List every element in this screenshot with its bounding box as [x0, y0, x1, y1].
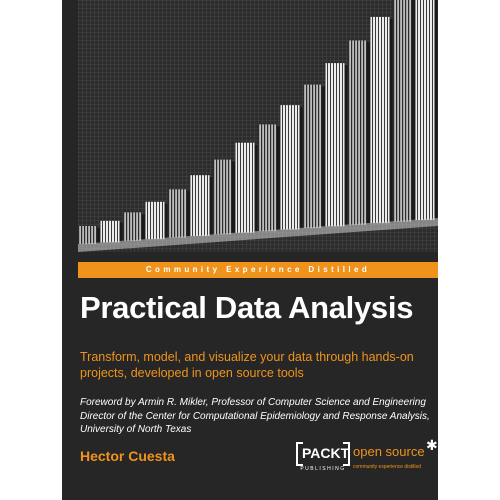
imprint-tagline: community experience distilled: [353, 464, 422, 470]
packt-bracket-box: [296, 442, 350, 464]
artwork-bar-shadow: [300, 107, 303, 229]
book-subtitle: Transform, model, and visualize your data through hands-on projects, developed in open source tools: [80, 350, 414, 380]
tagline: Community Experience Distilled: [145, 265, 371, 274]
foreword-line-3: University of North Texas: [80, 424, 192, 435]
artwork-bar: [236, 143, 255, 233]
artwork-bar-shadow: [97, 228, 100, 244]
artwork-bar: [303, 85, 322, 228]
artwork-bar: [123, 212, 142, 240]
imprint-name: open source: [353, 444, 425, 459]
foreword-credit: [80, 396, 438, 437]
artwork-bar: [258, 125, 277, 232]
bar-chart-artwork: [78, 0, 438, 252]
artwork-bar: [213, 160, 232, 235]
artwork-bar-shadow: [165, 204, 168, 239]
artwork-bar: [416, 0, 435, 220]
artwork-bar-shadow: [367, 43, 370, 225]
artwork-bar: [393, 0, 412, 222]
artwork-bar: [168, 189, 187, 237]
artwork-bar: [78, 226, 97, 244]
book-cover: [62, 0, 438, 500]
asterisk-star-icon: ✱: [426, 437, 438, 453]
artwork-bar-shadow: [345, 65, 348, 226]
artwork-bar-shadow: [435, 0, 438, 220]
artwork-bar-shadow: [412, 0, 415, 222]
tagline-band: [78, 262, 438, 278]
artwork-bar-shadow: [322, 87, 325, 228]
artwork-bar: [146, 202, 165, 239]
publisher-logo: [296, 437, 438, 488]
book-title: Practical Data Analysis: [80, 290, 414, 325]
artwork-bar-shadow: [277, 127, 280, 232]
artwork-bar-shadow: [187, 191, 190, 237]
artwork-bar: [371, 17, 390, 223]
foreword-line-2: Director of the Center for Computational Epidemiology and Response Analysis,: [80, 410, 430, 422]
artwork-bar: [326, 63, 345, 226]
publisher-name: PACKT: [302, 445, 350, 461]
artwork-bar-shadow: [142, 214, 145, 240]
foreword-line-1: Foreword by Armin R. Mikler, Professor of Computer Science and Engineering: [80, 397, 426, 408]
publisher-division: PUBLISHING: [300, 466, 346, 472]
author-name: Hector Cuesta: [80, 448, 175, 464]
artwork-bar-shadow: [120, 223, 123, 243]
right-bracket-icon: [343, 442, 350, 466]
artwork-bar: [101, 221, 120, 243]
artwork-bar: [281, 105, 300, 229]
artwork-bar: [348, 41, 367, 225]
artwork-bar-shadow: [255, 145, 258, 233]
artwork-bar: [191, 175, 210, 236]
artwork-bar-shadow: [390, 19, 393, 223]
artwork-bar-shadow: [210, 177, 213, 236]
artwork-bar-shadow: [232, 162, 235, 235]
